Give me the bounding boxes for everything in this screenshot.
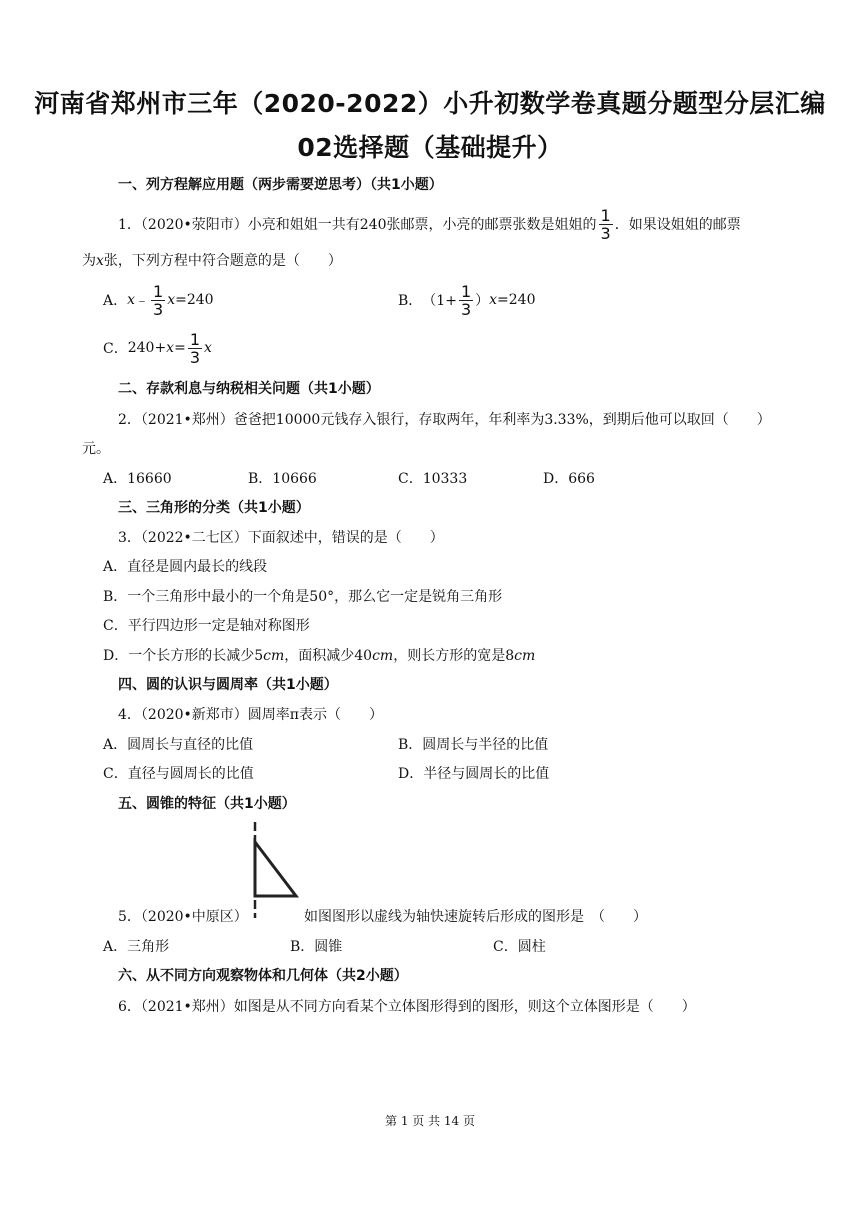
question-1-option-b[interactable]: B． （1+ $\frac{1}{3}$ ） x =240	[398, 281, 536, 319]
question-4-option-c[interactable]: C．直径与圆周长的比值	[103, 766, 254, 782]
question-3-option-b[interactable]: B．一个三角形中最小的一个角是50°，那么它一定是锐角三角形	[103, 589, 503, 605]
question-2-option-a[interactable]: A．16660	[103, 471, 172, 487]
question-5-option-a[interactable]: A．三角形	[103, 939, 170, 955]
question-2-stem-line2: 元。	[82, 441, 110, 457]
question-2-option-c[interactable]: C．10333	[398, 471, 468, 487]
question-5-stem-prefix: 5．（2020•中原区）	[118, 909, 248, 925]
question-3-option-d[interactable]: D．一个长方形的长减少5cm，面积减少40cm，则长方形的宽是8cm	[103, 648, 536, 664]
page-title: 河南省郑州市三年（2020-2022）小升初数学卷真题分题型分层汇编	[34, 89, 826, 118]
section-heading-5: 五、圆锥的特征（共1小题）	[118, 796, 296, 812]
question-6-stem: 6．（2021•郑州）如图是从不同方向看某个立体图形得到的图形，则这个立体图形是（ ）	[118, 999, 696, 1015]
question-1-stem-line2: 为x张，下列方程中符合题意的是（ ）	[82, 253, 342, 269]
triangle-rotation-figure	[244, 822, 304, 918]
section-heading-4: 四、圆的认识与圆周率（共1小题）	[118, 677, 338, 693]
question-4-option-a[interactable]: A．圆周长与直径的比值	[103, 737, 254, 753]
question-2-stem: 2．（2021•郑州）爸爸把10000元钱存入银行，存取两年，年利率为3.33%，到期后他可以取回（ ）	[118, 412, 771, 428]
page-subtitle: 02选择题（基础提升）	[297, 133, 563, 162]
question-5-option-c[interactable]: C．圆柱	[493, 939, 546, 955]
right-triangle-shape	[255, 842, 296, 896]
question-3-stem: 3．（2022•二七区）下面叙述中，错误的是（ ）	[118, 530, 444, 546]
question-2-option-d[interactable]: D．666	[543, 471, 595, 487]
question-3-option-a[interactable]: A．直径是圆内最长的线段	[103, 559, 268, 575]
section-heading-2: 二、存款利息与纳税相关问题（共1小题）	[118, 381, 380, 397]
question-3-option-c[interactable]: C．平行四边形一定是轴对称图形	[103, 618, 310, 634]
question-5-stem: 如图图形以虚线为轴快速旋转后形成的图形是 （ ）	[304, 909, 647, 925]
section-heading-1: 一、列方程解应用题（两步需要逆思考）（共1小题）	[118, 177, 443, 193]
question-1-option-c[interactable]: C． 240+ x = $\frac{1}{3}$ x	[103, 329, 212, 367]
question-4-stem: 4．（2020•新郑市）圆周率π表示（ ）	[118, 707, 383, 723]
page-footer: 第 1 页 共 14 页	[385, 1114, 475, 1128]
question-1-stem	[118, 206, 741, 242]
question-1-stem-part2: ．如果设姐姐的邮票	[614, 217, 741, 233]
section-heading-3: 三、三角形的分类（共1小题）	[118, 500, 310, 516]
question-1-option-a[interactable]: A． x ﹣ $\frac{1}{3}$ x =240	[103, 281, 214, 319]
question-5-option-b[interactable]: B．圆锥	[290, 939, 343, 955]
question-4-option-b[interactable]: B．圆周长与半径的比值	[398, 737, 549, 753]
section-heading-6: 六、从不同方向观察物体和几何体（共2小题）	[118, 968, 408, 984]
question-2-option-b[interactable]: B．10666	[248, 471, 317, 487]
question-1-fraction: $\frac{1}{3}$	[600, 205, 611, 243]
question-1-stem-part1: 1．（2020•荥阳市）小亮和姐姐一共有240张邮票，小亮的邮票张数是姐姐的	[118, 217, 597, 233]
question-4-option-d[interactable]: D．半径与圆周长的比值	[398, 766, 550, 782]
